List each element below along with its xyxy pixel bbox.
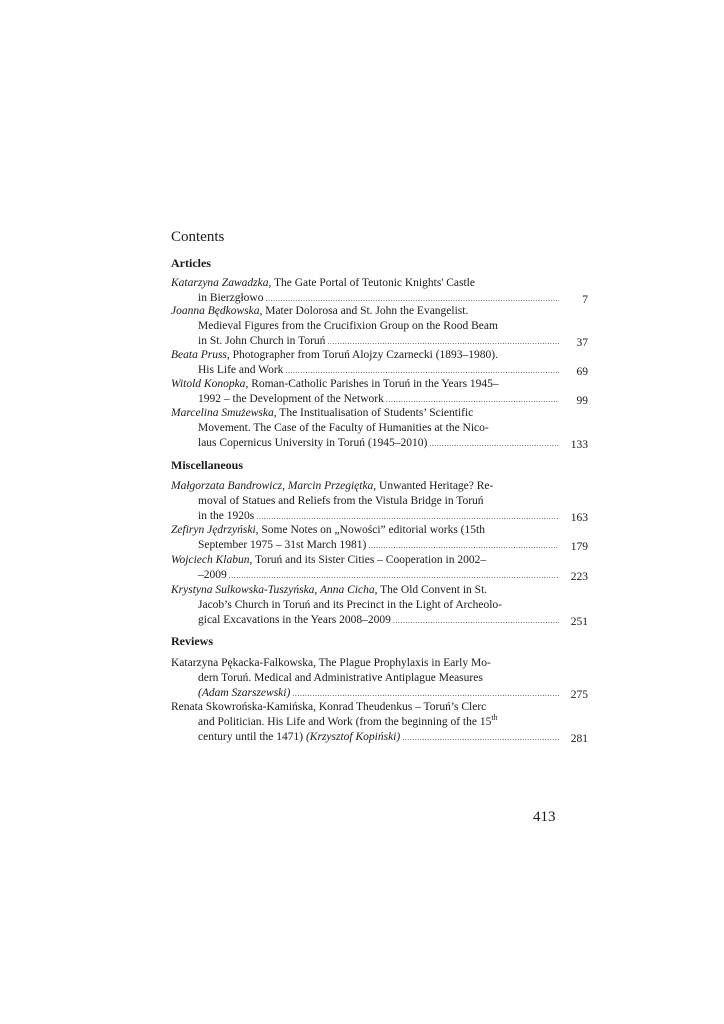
- entry-line: [171, 568, 588, 583]
- entry-title: , Unwanted Heritage? Re-: [373, 480, 494, 492]
- entry-line: [171, 348, 561, 363]
- toc-entry[interactable]: [171, 656, 588, 701]
- entry-line: [171, 479, 561, 494]
- entry-line: [171, 730, 588, 745]
- leader-dots: [229, 569, 559, 584]
- entry-line: [171, 392, 588, 407]
- entry-title-cont: September 1975 – 31st March 1981): [198, 538, 367, 551]
- entry-line: [171, 700, 561, 715]
- page-number: 413: [533, 809, 556, 825]
- toc-entry[interactable]: [171, 583, 588, 628]
- entry-title-cont: 1992 – the Development of the Network: [198, 392, 384, 405]
- entry-title-cont: in St. John Church in Toruń: [198, 334, 326, 347]
- toc-entry[interactable]: [171, 406, 588, 451]
- entry-page-number: 133: [570, 438, 588, 451]
- entry-line: [171, 334, 588, 349]
- entry-reviewer: (Adam Szarszewski): [198, 686, 291, 699]
- entry-author: Witold Konopka: [171, 378, 246, 390]
- entry-author: Zefiryn Jędrzyński: [171, 524, 256, 536]
- entry-line: [171, 598, 561, 613]
- leader-dots: [402, 731, 559, 746]
- entry-line: [171, 613, 588, 628]
- entry-title-cont: in Bierzgłowo: [198, 291, 264, 304]
- entry-author: Marcelina Smużewska: [171, 407, 274, 419]
- entry-page-number: 99: [576, 394, 588, 407]
- leader-dots: [368, 539, 559, 554]
- entry-line: [171, 363, 588, 378]
- entry-page-number: 251: [570, 615, 588, 628]
- toc-entry[interactable]: [171, 304, 588, 349]
- entry-author: Krystyna Sulkowska-Tuszyńska, Anna Cicha: [171, 584, 375, 596]
- entry-line: [171, 671, 561, 686]
- entry-line: [171, 421, 561, 436]
- entry-reviewer: (Krzysztof Kopiński): [305, 730, 401, 743]
- entry-line: [171, 319, 561, 334]
- entry-title-cont: dern Toruń. Medical and Administrative Antiplague Measures: [198, 671, 483, 684]
- entry-page-number: 69: [576, 365, 588, 378]
- entry-author: Katarzyna Zawadzka: [171, 277, 269, 289]
- entry-line: [171, 436, 588, 451]
- entry-line: [171, 553, 561, 568]
- entry-line: [171, 406, 561, 421]
- entry-title: , Roman-Catholic Parishes in Toruń in the Years 1945–: [245, 378, 499, 390]
- leader-dots: [393, 614, 559, 629]
- toc-entry[interactable]: [171, 479, 588, 524]
- entry-author: Joanna Będkowska,: [171, 305, 263, 317]
- toc-entry[interactable]: [171, 523, 588, 553]
- entry-title-cont: in the 1920s: [198, 509, 255, 522]
- entry-line: [171, 304, 561, 319]
- entry-title: Katarzyna Pękacka-Falkowska, The Plague Prophylaxis in Early Mo-: [171, 657, 491, 669]
- toc-entry[interactable]: [171, 553, 588, 583]
- entry-title: Mater Dolorosa and St. John the Evangelist.: [262, 305, 469, 317]
- entry-line: [171, 276, 561, 291]
- entry-line: [171, 377, 561, 392]
- entry-title-cont: –2009: [198, 568, 227, 581]
- entry-author: Beata Pruss: [171, 349, 227, 361]
- entry-title: , Toruń and its Sister Cities – Cooperation in 2002–: [249, 554, 487, 566]
- entry-title-cont: gical Excavations in the Years 2008–2009: [198, 613, 391, 626]
- entry-title-cont: His Life and Work: [198, 363, 284, 376]
- superscript: th: [491, 712, 498, 722]
- toc-entry[interactable]: [171, 700, 588, 745]
- entry-line: [171, 494, 561, 509]
- entry-title: , The Gate Portal of Teutonic Knights' Castle: [268, 277, 475, 289]
- entry-title-cont: and Politician. His Life and Work (from the beginning of the 15: [198, 715, 492, 728]
- entry-title-cont: laus Copernicus University in Toruń (1945–2010): [198, 436, 428, 449]
- section-heading-reviews: Reviews: [171, 634, 213, 648]
- leader-dots: [429, 437, 559, 452]
- entry-page-number: 7: [582, 293, 588, 306]
- entry-line: [171, 656, 561, 671]
- entry-page-number: 179: [570, 540, 588, 553]
- entry-page-number: 281: [570, 732, 588, 745]
- entry-title-cont: Medieval Figures from the Crucifixion Group on the Rood Beam: [198, 319, 498, 332]
- entry-page-number: 223: [570, 570, 588, 583]
- page-title: Contents: [171, 229, 225, 245]
- entry-line: [171, 712, 561, 730]
- entry-title-cont: century until the 1471): [198, 730, 306, 743]
- entry-title-cont: moval of Statues and Reliefs from the Vistula Bridge in Toruń: [198, 494, 484, 507]
- entry-title: , The Institualisation of Students’ Scientific: [273, 407, 474, 419]
- entry-author: Wojciech Klabun: [171, 554, 250, 566]
- entry-line: [171, 509, 588, 524]
- entry-line: [171, 538, 588, 553]
- entry-page-number: 163: [570, 511, 588, 524]
- entry-line: [171, 523, 561, 538]
- entry-page-number: 275: [570, 688, 588, 701]
- entry-line: [171, 583, 561, 598]
- entry-line: [171, 686, 588, 701]
- entry-title-cont: Jacob’s Church in Toruń and its Precinct in the Light of Archeolo-: [198, 598, 502, 611]
- toc-entry[interactable]: [171, 348, 588, 378]
- entry-title: , Some Notes on „Nowości” editorial works (15th: [255, 524, 485, 536]
- entry-title: Renata Skowrońska-Kamińska, Konrad Theudenkus – Toruń’s Clerc: [171, 701, 487, 713]
- toc-entry[interactable]: [171, 276, 588, 306]
- toc-entry[interactable]: [171, 377, 588, 407]
- entry-title: , The Old Convent in St.: [374, 584, 488, 596]
- entry-page-number: 37: [576, 336, 588, 349]
- section-heading-articles: Articles: [171, 256, 211, 270]
- entry-title-cont: Movement. The Case of the Faculty of Humanities at the Nico-: [198, 421, 489, 434]
- section-heading-miscellaneous: Miscellaneous: [171, 458, 243, 472]
- entry-title: , Photographer from Toruń Alojzy Czarnecki (1893–1980).: [226, 349, 498, 361]
- entry-author: Małgorzata Bandrowicz, Marcin Przegiętka: [171, 480, 374, 492]
